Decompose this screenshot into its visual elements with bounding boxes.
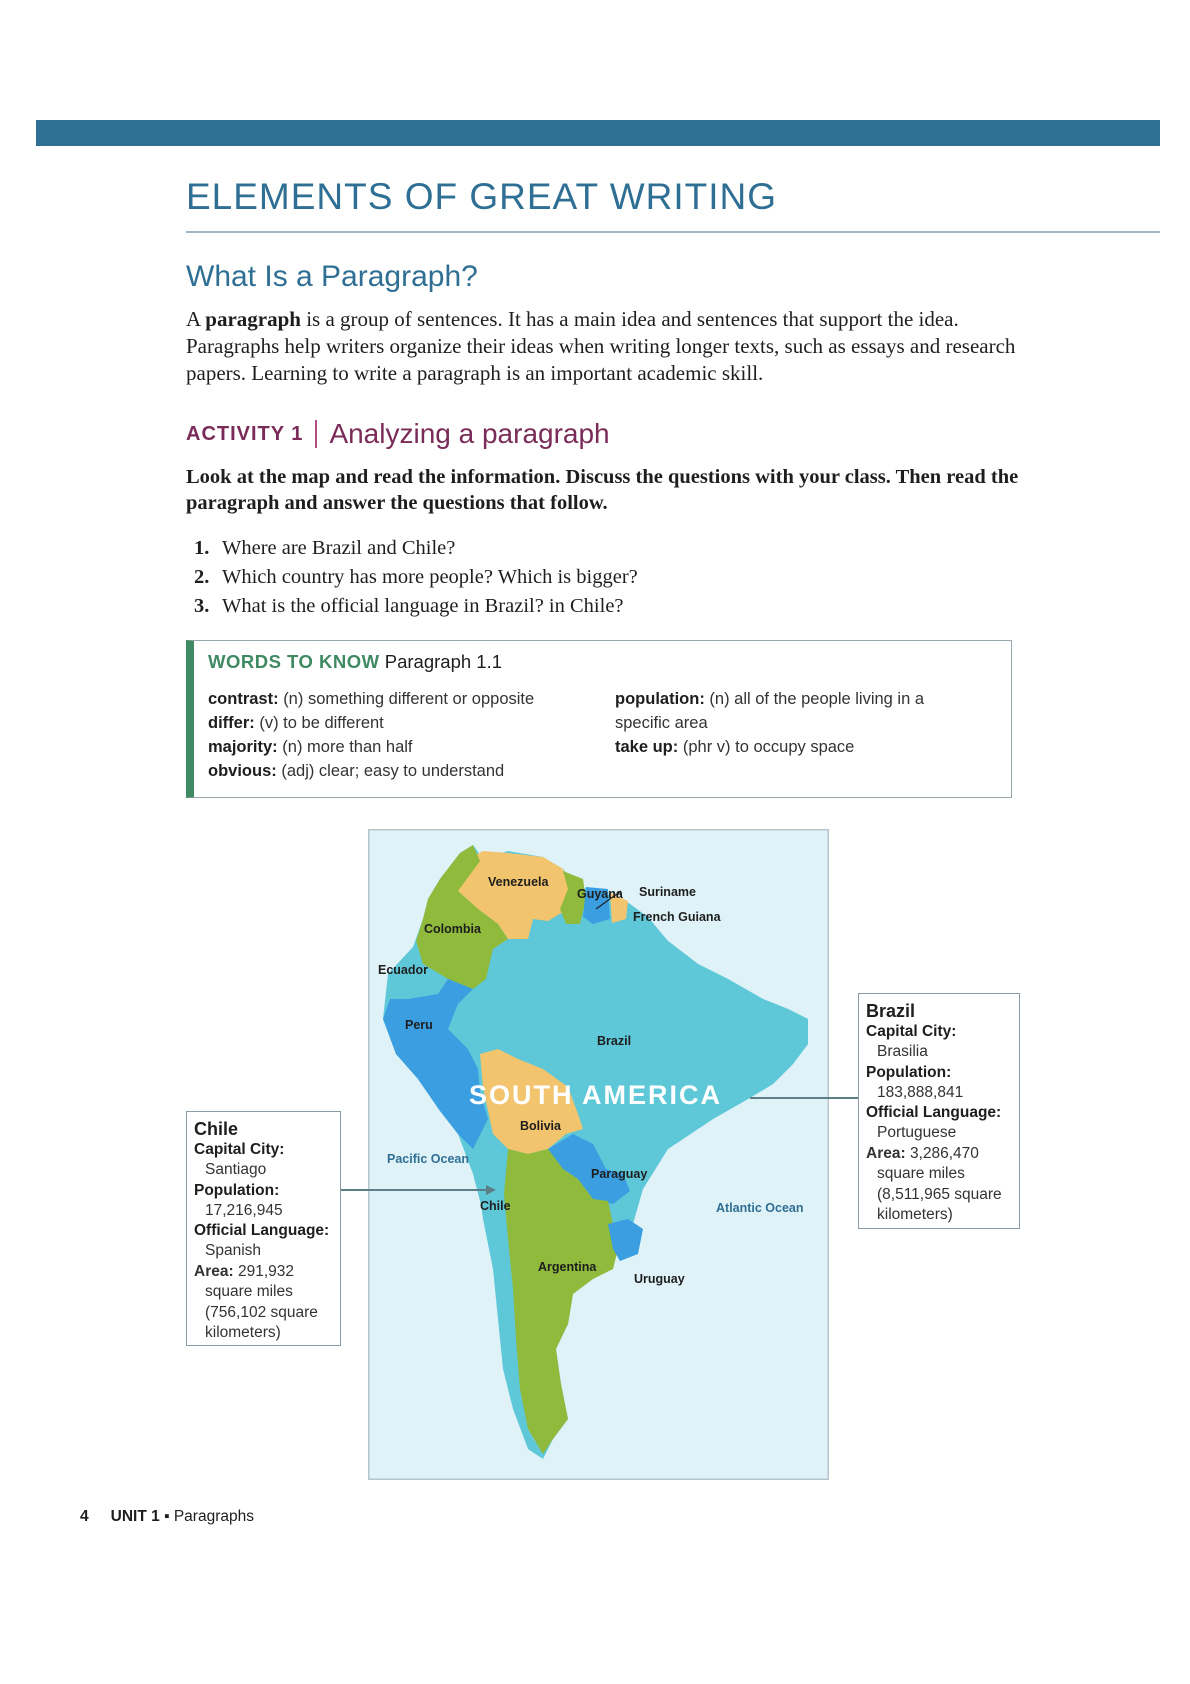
question-text: Where are Brazil and Chile? bbox=[222, 537, 456, 559]
map-label-ecuador: Ecuador bbox=[378, 963, 429, 977]
vocab-item bbox=[615, 687, 955, 711]
map-label-guyana: Guyana bbox=[577, 887, 623, 901]
vocab-term: differ: bbox=[208, 714, 255, 732]
vocab-item bbox=[615, 711, 955, 735]
south-america-map bbox=[368, 829, 829, 1480]
question-number: 3. bbox=[194, 595, 210, 617]
map-label-atlantic-ocean: Atlantic Ocean bbox=[716, 1201, 804, 1215]
brazil-language-value: Portuguese bbox=[877, 1124, 957, 1141]
brazil-area-line3: (8,511,965 square bbox=[877, 1185, 1002, 1203]
list-item bbox=[194, 534, 638, 563]
chile-area-line4: kilometers) bbox=[205, 1324, 281, 1341]
map-label-colombia: Colombia bbox=[424, 922, 481, 936]
chile-language-value: Spanish bbox=[205, 1242, 262, 1259]
question-list bbox=[194, 534, 638, 621]
map-label-brazil: Brazil bbox=[597, 1034, 632, 1048]
activity-heading bbox=[186, 418, 610, 450]
vocab-definition: specific area bbox=[615, 714, 708, 732]
question-text: What is the official language in Brazil? in Chile? bbox=[222, 595, 624, 617]
brazil-info-box bbox=[858, 993, 1020, 1229]
map-label-argentina: Argentina bbox=[538, 1260, 597, 1274]
list-item bbox=[194, 592, 638, 621]
vocab-definition: (n) all of the people living in a bbox=[709, 690, 925, 708]
brazil-connector-line bbox=[750, 1097, 858, 1099]
question-number: 1. bbox=[194, 537, 210, 559]
map-label-suriname: Suriname bbox=[639, 885, 696, 899]
map-label-chile: Chile bbox=[480, 1199, 511, 1213]
chile-area-line bbox=[194, 1262, 333, 1283]
vocab-column-right bbox=[615, 687, 955, 759]
words-to-know-subtitle: Paragraph 1.1 bbox=[384, 651, 503, 672]
brazil-capital-label: Capital City: bbox=[866, 1023, 957, 1040]
vocab-column-left bbox=[208, 687, 608, 783]
map-label-peru: Peru bbox=[405, 1018, 433, 1032]
question-text: Which country has more people? Which is bigger? bbox=[222, 566, 638, 588]
vocab-item bbox=[208, 711, 608, 735]
list-item bbox=[194, 563, 638, 592]
top-color-bar bbox=[36, 120, 1160, 146]
words-to-know-box bbox=[186, 640, 1012, 798]
chile-info-title: Chile bbox=[194, 1119, 239, 1139]
map-title: SOUTH AMERICA bbox=[469, 1080, 722, 1110]
page-number: 4 bbox=[80, 1508, 89, 1525]
vocab-item bbox=[208, 687, 608, 711]
chile-capital-label: Capital City: bbox=[194, 1141, 285, 1158]
intro-paragraph bbox=[186, 306, 1026, 387]
vocab-term: take up: bbox=[615, 738, 679, 756]
map-label-uruguay: Uruguay bbox=[634, 1272, 685, 1286]
activity-label: ACTIVITY 1 bbox=[186, 422, 304, 445]
map-label-venezuela: Venezuela bbox=[488, 875, 549, 889]
chile-population-label: Population: bbox=[194, 1181, 280, 1199]
map-label-pacific-ocean: Pacific Ocean bbox=[387, 1152, 469, 1166]
words-to-know-heading bbox=[208, 651, 502, 673]
brazil-area-line2: square miles bbox=[877, 1165, 965, 1182]
footer-topic: Paragraphs bbox=[173, 1508, 254, 1525]
intro-bold-term: paragraph bbox=[205, 307, 301, 331]
vocab-term: contrast: bbox=[208, 690, 279, 708]
activity-separator bbox=[315, 420, 317, 448]
vocab-term: obvious: bbox=[208, 762, 277, 780]
chile-language-label: Official Language: bbox=[194, 1222, 330, 1239]
brazil-area-label: Area: bbox=[866, 1144, 906, 1162]
intro-post: is a group of sentences. It has a main idea and sentences that support the idea. Paragraphs help writers organize their ideas when writing longer texts, such as essays and research papers. Learning to write a paragraph is an important academic skill. bbox=[186, 307, 1016, 385]
brazil-capital-value: Brasilia bbox=[877, 1043, 928, 1060]
brazil-area-line4: kilometers) bbox=[877, 1206, 953, 1223]
vocab-term: majority: bbox=[208, 738, 278, 756]
title-rule bbox=[186, 231, 1160, 233]
chile-area-line3: (756,102 square bbox=[205, 1303, 318, 1321]
section-title: ELEMENTS OF GREAT WRITING bbox=[186, 176, 778, 217]
brazil-language-label: Official Language: bbox=[866, 1104, 1002, 1121]
chile-area-line2: square miles bbox=[205, 1283, 293, 1300]
vocab-definition: (v) to be different bbox=[259, 714, 384, 732]
brazil-area-value: 3,286,470 bbox=[909, 1144, 979, 1162]
map-label-french-guiana: French Guiana bbox=[633, 910, 721, 924]
map-label-paraguay: Paraguay bbox=[591, 1167, 648, 1181]
vocab-item bbox=[615, 735, 955, 759]
chile-capital-value: Santiago bbox=[205, 1161, 267, 1178]
activity-title: Analyzing a paragraph bbox=[329, 418, 610, 449]
brazil-population-value: 183,888,841 bbox=[877, 1083, 964, 1101]
vocab-item bbox=[208, 735, 608, 759]
map-label-bolivia: Bolivia bbox=[520, 1119, 561, 1133]
chile-info-box bbox=[186, 1111, 341, 1346]
chile-area-label: Area: bbox=[194, 1262, 234, 1280]
page-heading: What Is a Paragraph? bbox=[186, 260, 478, 293]
chile-area-value: 291,932 bbox=[237, 1262, 294, 1280]
words-to-know-title: WORDS TO KNOW bbox=[208, 651, 380, 672]
chile-connector-line bbox=[341, 1189, 487, 1191]
chile-population-value: 17,216,945 bbox=[205, 1201, 283, 1219]
vocab-item bbox=[208, 759, 608, 783]
vocab-definition: (n) something different or opposite bbox=[283, 690, 535, 708]
footer-unit: UNIT 1 bbox=[110, 1508, 160, 1525]
brazil-area-line bbox=[866, 1144, 1012, 1165]
vocab-definition: (phr v) to occupy space bbox=[682, 738, 855, 756]
vocab-definition: (adj) clear; easy to understand bbox=[281, 762, 505, 780]
vocab-term: population: bbox=[615, 690, 705, 708]
brazil-info-title: Brazil bbox=[866, 1001, 916, 1021]
vocab-definition: (n) more than half bbox=[282, 738, 413, 756]
activity-instructions: Look at the map and read the information. Discuss the questions with your class. Then read the paragraph and answer the questions that follow. bbox=[186, 466, 1019, 514]
page-footer bbox=[80, 1508, 254, 1526]
question-number: 2. bbox=[194, 566, 210, 588]
brazil-population-label: Population: bbox=[866, 1063, 952, 1081]
intro-pre: A bbox=[186, 307, 206, 331]
footer-bullet: ▪ bbox=[159, 1508, 174, 1525]
